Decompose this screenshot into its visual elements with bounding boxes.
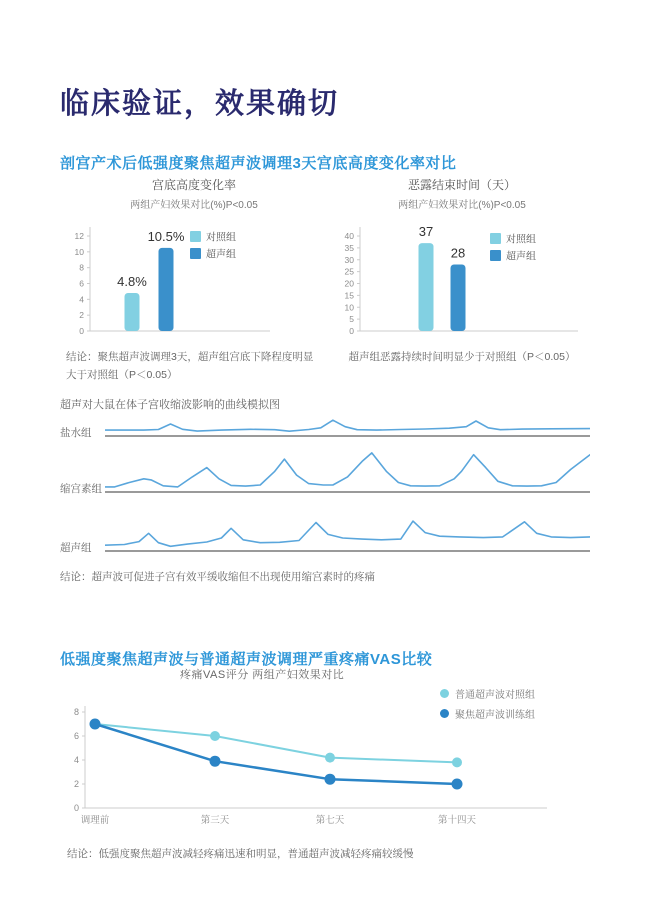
vas-chart-subtitle: 疼痛VAS评分 两组产妇效果对比 (180, 669, 345, 681)
svg-text:4: 4 (73, 755, 79, 765)
oxytocin-wave-curve (105, 446, 590, 491)
svg-text:2: 2 (79, 310, 84, 321)
svg-text:10: 10 (74, 246, 84, 257)
bar-超声组 (159, 248, 174, 331)
lochia-chart-conclusion: 超声组恶露持续时间明显少于对照组（P＜0.05） (348, 351, 576, 363)
vas-line-chart (55, 700, 565, 835)
oxytocin-baseline (105, 491, 590, 493)
svg-text:超声组: 超声组 (206, 249, 236, 261)
svg-text:10: 10 (344, 302, 354, 313)
fundal-height-bar-chart (60, 211, 328, 346)
saline-wave-curve (105, 408, 590, 435)
fundal-chart-subtitle: 两组产妇效果对比(%)P<0.05 (130, 200, 258, 211)
ultrasound-baseline (105, 550, 590, 552)
svg-text:10.5%: 10.5% (147, 228, 185, 244)
svg-text:0: 0 (73, 803, 79, 813)
vas-legend-item (440, 686, 535, 701)
svg-text:4: 4 (79, 294, 84, 305)
vas-point (325, 774, 336, 785)
vas-point (452, 779, 463, 790)
saline-group-label: 盐水组 (60, 427, 92, 439)
svg-text:2: 2 (73, 779, 79, 789)
svg-text:6: 6 (73, 731, 79, 741)
wave-section-conclusion: 结论：超声波可促进子宫有效平缓收缩但不出现使用缩宫素时的疼痛 (60, 571, 375, 583)
saline-wave-plot (105, 408, 590, 437)
legend-label: 聚焦超声波训练组 (455, 710, 535, 721)
bar-对照组 (419, 243, 434, 331)
lochia-bar-chart (328, 211, 596, 346)
svg-text:第七天: 第七天 (315, 815, 345, 826)
lochia-chart-subtitle: 两组产妇效果对比(%)P<0.05 (398, 200, 526, 211)
svg-text:超声组: 超声组 (506, 251, 536, 263)
svg-text:对照组: 对照组 (206, 232, 236, 244)
svg-text:8: 8 (73, 707, 79, 717)
svg-text:0: 0 (79, 326, 84, 336)
bar-charts-row (60, 176, 596, 385)
vas-point (210, 731, 220, 741)
svg-text:37: 37 (418, 224, 434, 240)
svg-text:5: 5 (349, 314, 354, 325)
legend-dot-icon (440, 689, 449, 698)
svg-text:15: 15 (344, 290, 354, 301)
vas-conclusion: 结论：低强度聚焦超声波减轻疼痛迅速和明显，普通超声波减轻疼痛较缓慢 (67, 848, 414, 860)
svg-text:35: 35 (344, 242, 354, 253)
ultrasound-group-label: 超声组 (60, 542, 92, 554)
lochia-chart-panel (328, 176, 596, 385)
svg-text:6: 6 (79, 278, 84, 289)
svg-text:8: 8 (79, 262, 84, 273)
bar-超声组 (451, 265, 466, 332)
ultrasound-wave-curve (105, 506, 590, 550)
lochia-chart-title: 恶露结束时间（天） (407, 178, 516, 192)
svg-text:40: 40 (344, 231, 354, 241)
svg-text:25: 25 (344, 266, 354, 277)
svg-text:30: 30 (344, 254, 354, 265)
vas-point (90, 719, 101, 730)
vas-point (325, 753, 335, 763)
page-title: 临床验证，效果确切 (60, 88, 340, 121)
section2-title: 低强度聚焦超声波与普通超声波调理严重疼痛VAS比较 (60, 651, 433, 669)
vas-point (452, 757, 462, 767)
oxytocin-group-label: 缩宫素组 (60, 483, 102, 495)
section1-title: 剖宫产术后低强度聚焦超声波调理3天宫底高度变化率对比 (60, 155, 457, 173)
saline-baseline (105, 435, 590, 437)
fundal-chart-title: 宫底高度变化率 (151, 178, 236, 192)
wave-section-title: 超声对大鼠在体子宫收缩波影响的曲线模拟图 (60, 399, 280, 411)
legend-label: 普通超声波对照组 (455, 690, 535, 701)
fundal-chart-conclusion: 结论：聚焦超声波调理3天，超声组宫底下降程度明显大于对照组（P＜0.05） (66, 351, 314, 382)
fundal-height-chart-panel (60, 176, 328, 385)
svg-text:0: 0 (349, 326, 354, 336)
svg-text:28: 28 (450, 245, 466, 261)
svg-text:第十四天: 第十四天 (437, 815, 477, 826)
bar-对照组 (125, 293, 140, 331)
svg-text:调理前: 调理前 (80, 815, 110, 826)
vas-point (210, 756, 221, 767)
svg-text:12: 12 (74, 231, 84, 241)
svg-text:对照组: 对照组 (506, 234, 536, 246)
oxytocin-wave-plot (105, 446, 590, 493)
ultrasound-wave-plot (105, 506, 590, 552)
svg-text:第三天: 第三天 (200, 815, 230, 826)
svg-text:20: 20 (344, 278, 354, 289)
svg-text:4.8%: 4.8% (117, 274, 147, 289)
